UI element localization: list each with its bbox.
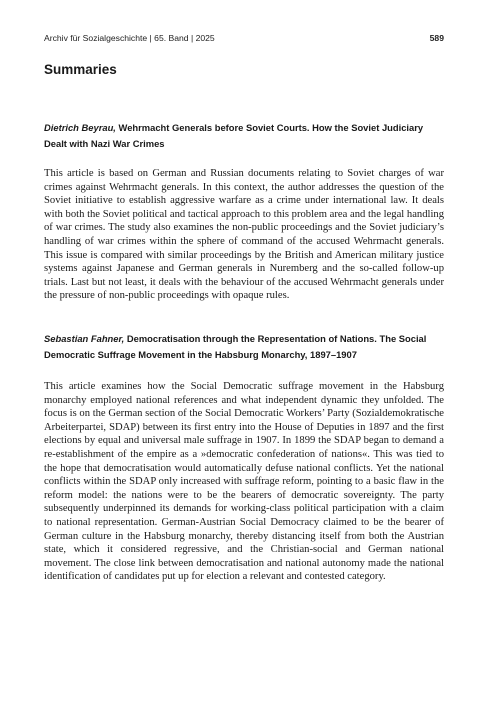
article-heading <box>44 331 444 363</box>
article-author: Sebastian Fahner, <box>44 333 125 344</box>
running-header <box>44 33 444 43</box>
section-title: Summaries <box>44 62 117 77</box>
article-title: Democratisation through the Representation of Nations. The Social Democratic Suffrage Movement in the Habsburg Monarchy, 1897–1907 <box>44 333 427 360</box>
article-heading <box>44 120 444 152</box>
article-title: Wehrmacht Generals before Soviet Courts. How the Soviet Judiciary Dealt with Nazi War Crimes <box>44 122 424 149</box>
article-author: Dietrich Beyrau, <box>44 122 116 133</box>
page-number: 589 <box>429 33 444 43</box>
article-abstract: This article examines how the Social Democratic suffrage movement in the Habsburg monarchy employed national references and what independent dynamic they unfolded. The focus is on the German section of the Social Democratic Workers’ Party (Sozialdemokratische Arbeiterpartei, SDAP) between its first entry into the House of Deputies in 1897 and the first elections by equal and universal male suffrage in 1907. In 1899 the SDAP began to demand a re-establishment of the empire as a »democratic confederation of nations«. This was tied to the hope that democratisation would automatically defuse national conflicts. Yet the national conflicts within the SDAP only increased with suffrage reform, pointing to a basic flaw in the reform model: the nations were to be the bearers of democratic sovereignty. The party subsequently underpinned its demands for working-class political participation with a claim to national representation. German-Austrian Social Democracy claimed to be the bearer of German culture in the Habsburg monarchy, thereby distancing itself from both the Austrian state, which it considered regressive, and the Christian-social and German national movement. The close link between democratisation and national autonomy made the national identification of candidates put up for election a relevant and contested category. <box>44 381 444 583</box>
article-abstract: This article is based on German and Russian documents relating to Soviet charges of war crimes against Wehrmacht generals. In this context, the author addresses the question of the Soviet initiative to establish aggressive warfare as a crime under international law. It deals with both the Soviet political and tactical approach to this problem area and the legal handling of war crimes. The study also examines the non-public proceedings and the Soviet judiciary’s handling of war crimes within the sphere of command of the accused Wehrmacht generals. This issue is compared with similar proceedings by the British and American military justice systems against Japanese and German generals in Nuremberg and the so-called follow-up trials. Last but not least, it deals with the behaviour of the accused Wehrmacht generals under the pressure of non-public proceedings with opaque rules. <box>44 168 444 302</box>
journal-info: Archiv für Sozialgeschichte | 65. Band | 2025 <box>44 33 215 43</box>
